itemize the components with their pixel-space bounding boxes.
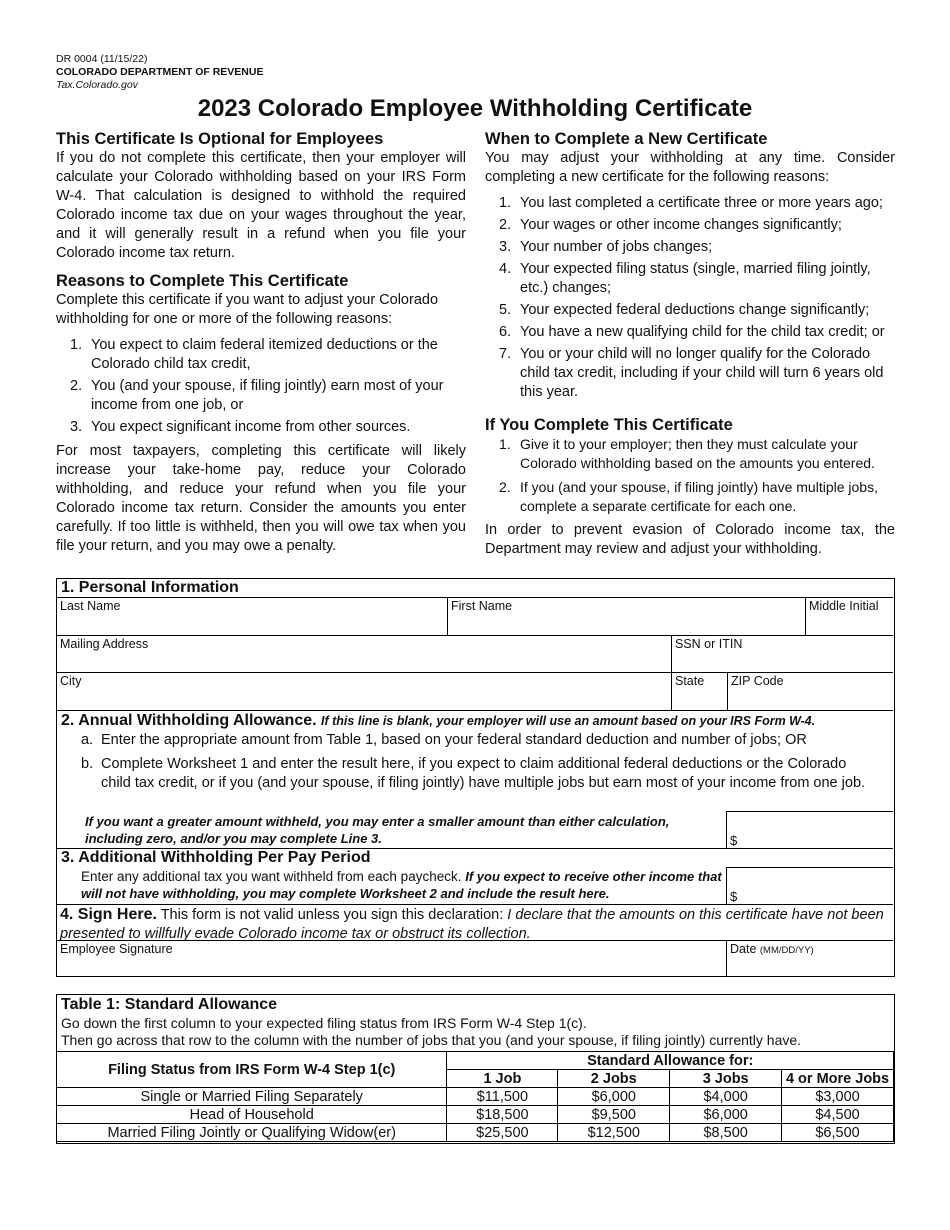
middle-initial-field[interactable]: [805, 598, 893, 635]
form-header: [56, 53, 263, 92]
employee-signature-field[interactable]: [57, 941, 726, 976]
state-label: State: [675, 674, 705, 688]
state-field[interactable]: [671, 673, 727, 710]
value-cell: $6,500: [782, 1124, 894, 1142]
section-2-title: 2. Annual Withholding Allowance. If this line is blank, your employer will use an amount based on your IRS Form W-4.: [61, 712, 816, 729]
city-row: [57, 672, 893, 710]
website: Tax.Colorado.gov: [56, 79, 138, 91]
allowance-table: [56, 1051, 894, 1142]
list-item: 1. You last completed a certificate three or more years ago;: [499, 195, 883, 211]
section-4: [57, 904, 893, 940]
status-cell: Married Filing Jointly or Qualifying Widow(er): [57, 1124, 447, 1142]
ssn-label: SSN or ITIN: [675, 637, 743, 651]
table-instruction-1: Go down the first column to your expected filing status from IRS Form W-4 Step 1(c).: [61, 1015, 587, 1031]
section-3-title: 3. Additional Withholding Per Pay Period: [61, 849, 371, 866]
value-cell: $18,500: [447, 1106, 558, 1124]
list-item: 1. You expect to claim federal itemized deductions or the Colorado child tax credit,: [70, 337, 438, 372]
list-item: 1. Give it to your employer; then they must calculate your Colorado withholding based on the amounts you entered.: [499, 436, 875, 471]
section-2: [57, 710, 893, 848]
mailing-address-label: Mailing Address: [60, 637, 149, 651]
section-2-option-a: a. Enter the appropriate amount from Table 1, based on your federal standard deduction and number of jobs; OR: [81, 732, 807, 748]
first-name-field[interactable]: [447, 598, 805, 635]
value-cell: $3,000: [782, 1088, 894, 1106]
value-cell: $9,500: [558, 1106, 670, 1124]
ssn-field[interactable]: [671, 636, 893, 672]
jobs-header: 4 or More Jobs: [782, 1070, 894, 1088]
jobs-header: 2 Jobs: [558, 1070, 670, 1088]
line-2-amount-box[interactable]: [726, 811, 893, 849]
name-row: [57, 597, 893, 635]
jobs-header: 3 Jobs: [670, 1070, 782, 1088]
reasons-intro: Complete this certificate if you want to adjust your Colorado withholding for one or more of the following reasons:: [56, 292, 439, 327]
section-3: [57, 848, 893, 904]
list-item: 3. You expect significant income from other sources.: [70, 419, 411, 435]
status-cell: Single or Married Filing Separately: [57, 1088, 447, 1106]
section-3-text: Enter any additional tax you want withheld from each paycheck. If you expect to receive other income that will not have withholding, you may complete Worksheet 2 and include the result here.: [81, 869, 722, 901]
list-item: 2. You (and your spouse, if filing jointly) earn most of your income from one job, or: [70, 378, 444, 413]
signature-row: [57, 940, 893, 976]
right-column: [485, 129, 895, 559]
middle-initial-label: Middle Initial: [809, 599, 879, 613]
reasons-list: [56, 336, 466, 437]
jobs-header: 1 Job: [447, 1070, 558, 1088]
date-label: Date: [730, 942, 757, 956]
list-item: 5. Your expected federal deductions change significantly;: [499, 302, 870, 318]
value-cell: $25,500: [447, 1124, 558, 1142]
last-name-label: Last Name: [60, 599, 121, 613]
value-cell: $6,000: [558, 1088, 670, 1106]
section-4-text: 4. Sign Here. This form is not valid unless you sign this declaration: I declare that the amounts on this certificate have not been presented to willfully evade Colorado income tax or obstruct its collection.: [60, 906, 884, 942]
table-row: [57, 1124, 894, 1142]
left-column: [56, 129, 466, 556]
address-row: [57, 635, 893, 672]
withholding-form: [56, 578, 895, 977]
value-cell: $12,500: [558, 1124, 670, 1142]
reasons-heading: Reasons to Complete This Certificate: [56, 272, 349, 290]
list-item: 3. Your number of jobs changes;: [499, 239, 713, 255]
section-2-note: If this line is blank, your employer will use an amount based on your IRS Form W-4.: [321, 714, 816, 728]
dollar-sign: $: [730, 833, 738, 848]
optional-heading: This Certificate Is Optional for Employees: [56, 130, 384, 148]
date-field[interactable]: [726, 941, 893, 976]
signature-label: Employee Signature: [60, 942, 173, 956]
first-name-label: First Name: [451, 599, 513, 613]
filing-status-header: Filing Status from IRS Form W-4 Step 1(c): [57, 1052, 447, 1088]
last-name-field[interactable]: [57, 598, 447, 635]
value-cell: $8,500: [670, 1124, 782, 1142]
table-row: [57, 1106, 894, 1124]
standard-allowance-table: [56, 994, 895, 1144]
form-id: DR 0004 (11/15/22): [56, 53, 148, 65]
table-title: Table 1: Standard Allowance: [61, 996, 278, 1013]
if-heading: If You Complete This Certificate: [485, 416, 733, 434]
when-heading: When to Complete a New Certificate: [485, 130, 768, 148]
optional-text: If you do not complete this certificate, then your employer will calculate your Colorado withholding based on your IRS Form W-4. That calculation is designed to withhold the required Colorado income tax due on your wages throughout the year, and it will generally result in a refund when you file your Colorado income tax return.: [56, 150, 466, 261]
page-title: 2023 Colorado Employee Withholding Certificate: [197, 95, 753, 122]
reasons-outro: For most taxpayers, completing this certificate will likely increase your take-home pay, reduce your Colorado withholding, and reduce your refund when you file your Colorado income tax return. Consider the amounts you enter carefully. If too little is withheld, then you will owe tax when you file your return, and you may owe a penalty.: [56, 443, 466, 554]
list-item: 7. You or your child will no longer qualify for the Colorado child tax credit, including if your child will turn 6 years old this year.: [499, 346, 884, 400]
section-4-title: 4. Sign Here.: [60, 906, 157, 923]
city-label: City: [60, 674, 82, 688]
list-item: 6. You have a new qualifying child for the child tax credit; or: [499, 324, 885, 340]
line-3-amount-box[interactable]: [726, 867, 893, 905]
zip-label: ZIP Code: [731, 674, 784, 688]
table-row: [57, 1088, 894, 1106]
table-instruction-2: Then go across that row to the column with the number of jobs that you (and your spouse, if filing jointly) currently have.: [61, 1032, 802, 1048]
mailing-address-field[interactable]: [57, 636, 671, 672]
section-1-title: 1. Personal Information: [61, 579, 239, 596]
list-item: 4. Your expected filing status (single, married filing jointly, etc.) changes;: [499, 261, 871, 296]
standard-allowance-header: Standard Allowance for:: [447, 1052, 894, 1070]
department-name: COLORADO DEPARTMENT OF REVENUE: [56, 66, 264, 78]
dollar-sign: $: [730, 889, 738, 904]
value-cell: $4,500: [782, 1106, 894, 1124]
value-cell: $6,000: [670, 1106, 782, 1124]
when-list: [485, 194, 895, 402]
city-field[interactable]: [57, 673, 671, 710]
when-intro: You may adjust your withholding at any time. Consider completing a new certificate for the following reasons:: [485, 150, 895, 185]
value-cell: $11,500: [447, 1088, 558, 1106]
if-outro: In order to prevent evasion of Colorado income tax, the Department may review and adjust your withholding.: [485, 522, 895, 557]
if-list: [485, 435, 895, 516]
section-2-option-b: b. Complete Worksheet 1 and enter the result here, if you expect to claim additional federal deductions or the Colorado child tax credit, or if you (and your spouse, if filing jointly) have multiple jobs but earn most of your income from one job.: [81, 756, 866, 791]
date-format: (MM/DD/YY): [759, 945, 814, 956]
value-cell: $4,000: [670, 1088, 782, 1106]
status-cell: Head of Household: [57, 1106, 447, 1124]
list-item: 2. If you (and your spouse, if filing jointly) have multiple jobs, complete a separate certificate for each one.: [499, 479, 878, 514]
zip-field[interactable]: [727, 673, 893, 710]
section-2-greater-note: If you want a greater amount withheld, you may enter a smaller amount than either calculation, including zero, and/or you may complete Line 3.: [85, 814, 670, 846]
list-item: 2. Your wages or other income changes significantly;: [499, 217, 842, 233]
